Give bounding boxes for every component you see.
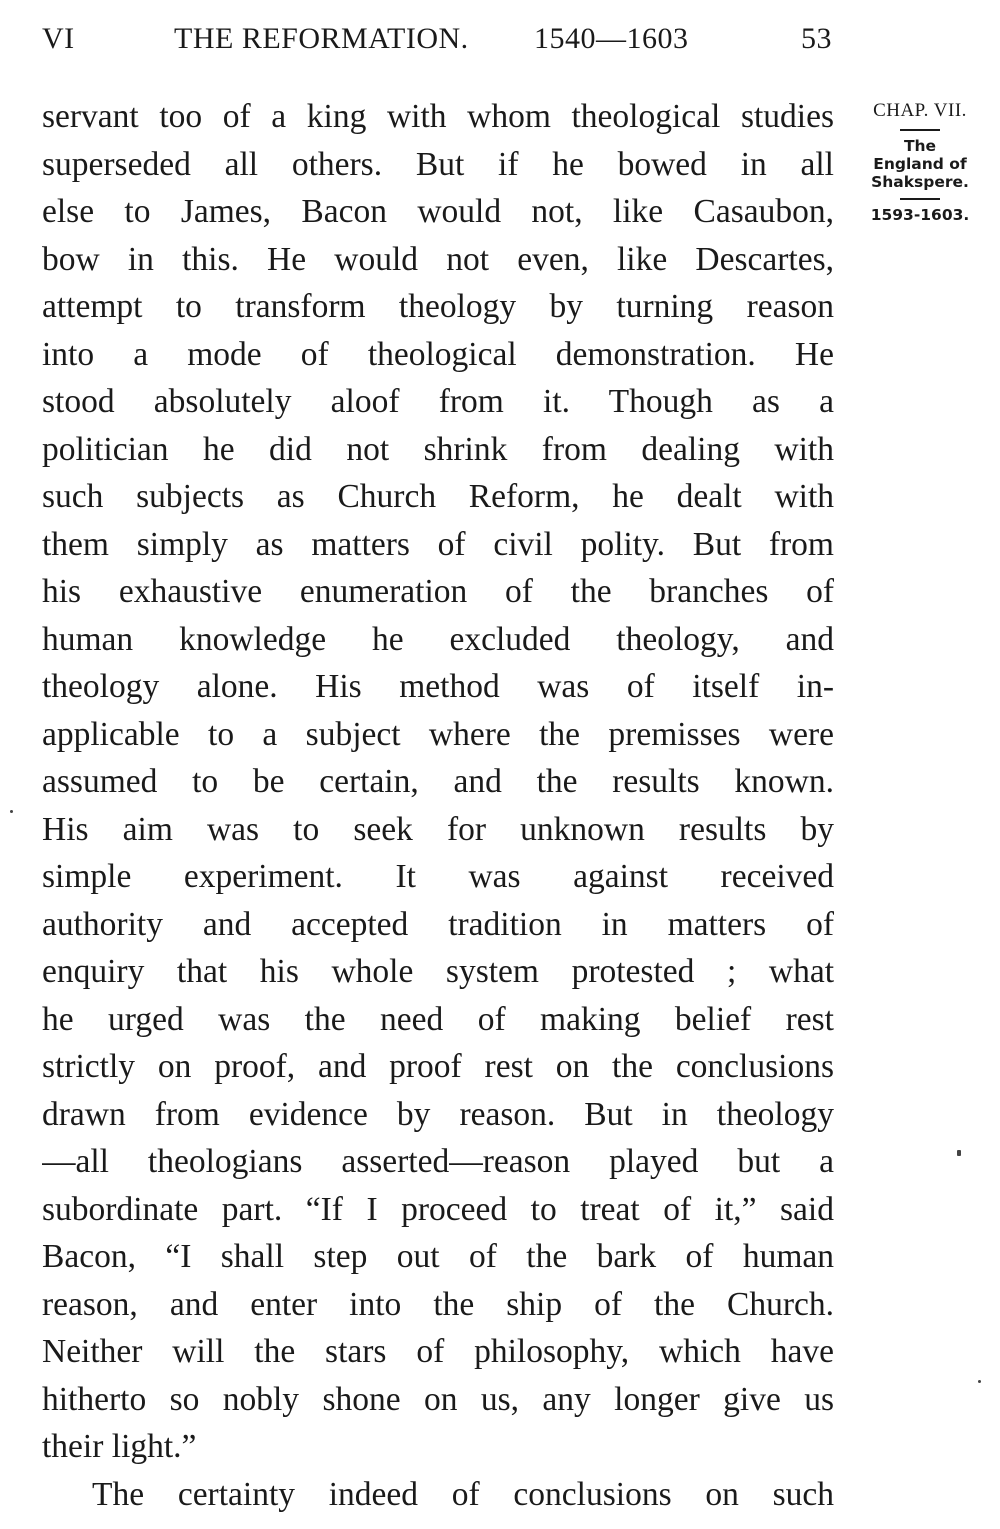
text-line: Bacon, “I shall step out of the bark of human xyxy=(42,1238,834,1275)
margin-divider xyxy=(900,129,940,131)
margin-topic-line: The xyxy=(903,137,937,155)
text-line: their light.” xyxy=(42,1428,197,1465)
margin-years: 1593-1603. xyxy=(870,206,970,224)
text-line: stood absolutely aloof from it. Though as a xyxy=(42,383,834,420)
page-number: 53 xyxy=(801,22,832,55)
text-line: Neither will the stars of philosophy, which have xyxy=(42,1333,834,1370)
text-line: politician he did not shrink from dealing with xyxy=(42,430,834,468)
text-line: His aim was to seek for unknown results by xyxy=(42,810,834,848)
scan-speck xyxy=(10,810,13,813)
text-line: subordinate part. “If I proceed to treat of it,” said xyxy=(42,1190,834,1228)
scan-speck xyxy=(978,1380,981,1383)
text-line: reason, and enter into the ship of the Church. xyxy=(42,1285,834,1323)
text-line: else to James, Bacon would not, like Casaubon, xyxy=(42,193,834,230)
text-line: strictly on proof, and proof rest on the conclusions xyxy=(42,1048,834,1085)
paragraph-start-line: The certainty indeed of conclusions on such xyxy=(92,1475,834,1513)
text-line: simple experiment. It was against received xyxy=(42,858,834,895)
text-line: hitherto so nobly shone on us, any longer give us xyxy=(42,1380,834,1418)
running-header xyxy=(42,22,832,62)
text-line: enquiry that his whole system protested ; what xyxy=(42,953,834,990)
text-line: theology alone. His method was of itself in- xyxy=(42,668,834,705)
margin-divider xyxy=(900,198,940,200)
header-dates: 1540—1603 xyxy=(534,22,689,55)
margin-topic-line: England of xyxy=(873,155,967,173)
margin-note xyxy=(850,100,990,224)
text-line: into a mode of theological demonstration. He xyxy=(42,335,834,373)
text-line: he urged was the need of making belief rest xyxy=(42,1000,834,1038)
header-title: THE REFORMATION. xyxy=(174,22,469,55)
body-text xyxy=(42,93,834,1518)
text-line: bow in this. He would not even, like Descartes, xyxy=(42,240,834,278)
text-line: applicable to a subject where the premisses were xyxy=(42,715,834,753)
text-line: authority and accepted tradition in matters of xyxy=(42,905,834,943)
text-line: superseded all others. But if he bowed in all xyxy=(42,145,834,183)
margin-chapter-label: CHAP. VII. xyxy=(873,100,967,121)
text-line: human knowledge he excluded theology, and xyxy=(42,620,834,658)
text-line: servant too of a king with whom theological studies xyxy=(42,98,834,135)
text-line: drawn from evidence by reason. But in theology xyxy=(42,1095,834,1133)
text-line: assumed to be certain, and the results known. xyxy=(42,763,834,800)
text-line: them simply as matters of civil polity. But from xyxy=(42,525,834,563)
scan-speck xyxy=(957,1150,961,1156)
margin-topic-line: Shakspere. xyxy=(871,173,969,191)
text-line: attempt to transform theology by turning reason xyxy=(42,288,834,325)
text-line: —all theologians asserted—reason played but a xyxy=(42,1143,834,1180)
text-line: his exhaustive enumeration of the branches of xyxy=(42,573,834,610)
text-line: such subjects as Church Reform, he dealt with xyxy=(42,478,834,515)
header-section-number: VI xyxy=(42,22,75,55)
